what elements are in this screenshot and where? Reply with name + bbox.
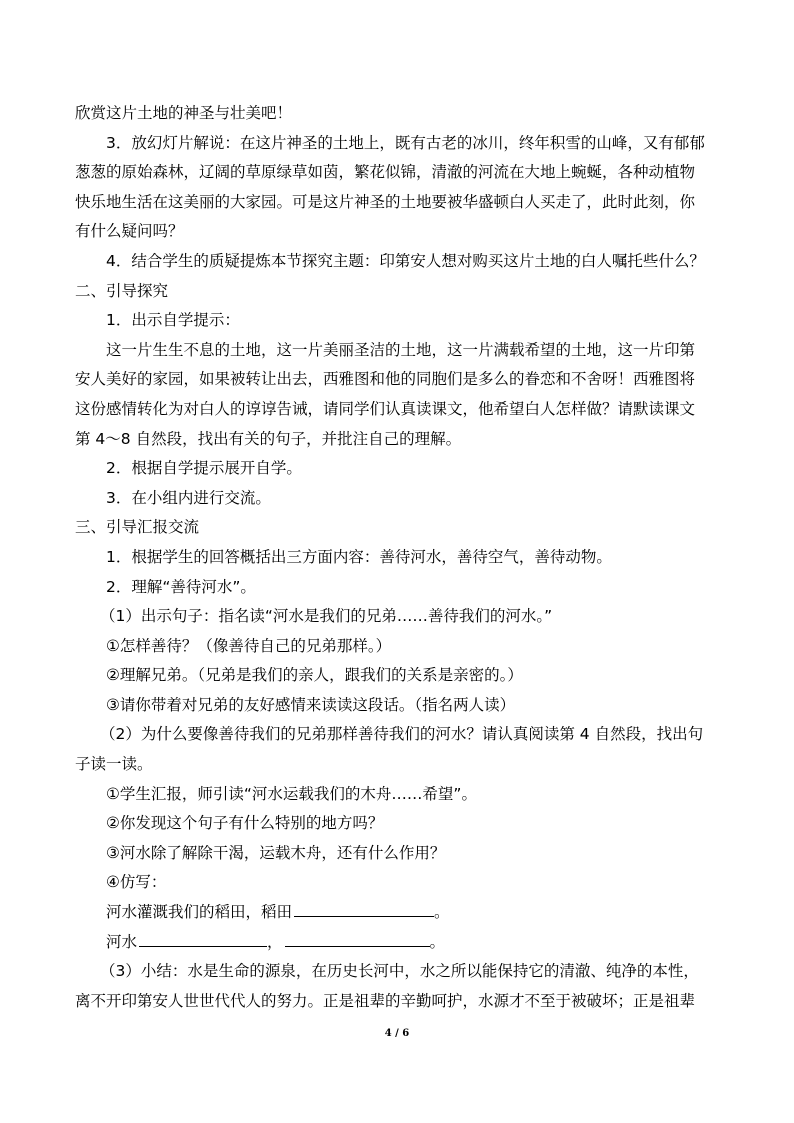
paragraph-line: ④仿写：	[106, 873, 167, 892]
paragraph-line: ②你发现这个句子有什么特别的地方吗？	[106, 814, 384, 833]
paragraph-line: 2．理解“善待河水”。	[106, 577, 256, 596]
fill-in-blank	[139, 930, 267, 947]
paragraph-line: ③请你带着对兄弟的友好感情来读读这段话。（指名两人读）	[106, 695, 516, 714]
comma-mark: ，	[267, 932, 283, 951]
paragraph-line: 3．在小组内进行交流。	[106, 488, 271, 507]
paragraph-line: 欣赏这片土地的神圣与壮美吧！	[75, 104, 293, 122]
paragraph-line: （1）出示句子：指名读“河水是我们的兄弟……善待我们的河水。”	[100, 607, 553, 626]
paragraph-line: 这一片生生不息的土地，这一片美丽圣洁的土地，这一片满载希望的土地，这一片印第	[106, 340, 696, 359]
document-body	[75, 99, 725, 1016]
paragraph-line: 安人美好的家园，如果被转让出去，西雅图和他的同胞们是多么的眷恋和不舍呀！西雅图将	[75, 370, 696, 389]
section-heading: 三、引导汇报交流	[75, 518, 200, 537]
paragraph-line: 1．出示自学提示：	[106, 311, 240, 330]
section-heading: 二、引导探究	[75, 281, 169, 300]
paragraph-line: 第 4～8 自然段，找出有关的句子，并批注自己的理解。	[75, 429, 462, 448]
paragraph-line: 2．根据自学提示展开自学。	[106, 459, 302, 478]
fill-in-blank	[285, 930, 430, 947]
fill-in-prompt: 河水	[106, 932, 138, 951]
period-mark: 。	[434, 903, 450, 922]
fill-in-line	[75, 928, 725, 958]
paragraph-line: ①怎样善待？（像善待自己的兄弟那样。）	[106, 636, 392, 655]
page-number: 4 / 6	[384, 1028, 410, 1039]
paragraph-line: 3．放幻灯片解说：在这片神圣的土地上，既有古老的冰川，终年积雪的山峰，又有郁郁	[106, 133, 705, 152]
paragraph-line: ①学生汇报，师引读“河水运载我们的木舟……希望”。	[106, 784, 477, 803]
paragraph-line: 有什么疑问吗？	[75, 222, 184, 241]
paragraph-line: ②理解兄弟。（兄弟是我们的亲人，跟我们的关系是亲密的。）	[106, 666, 523, 685]
paragraph-line: 1．根据学生的回答概括出三方面内容：善待河水，善待空气，善待动物。	[106, 547, 612, 566]
paragraph-line: （3）小结：水是生命的源泉，在历史长河中，水之所以能保持它的清澈、纯净的本性，	[100, 962, 699, 981]
paragraph-line: 葱葱的原始森林，辽阔的草原绿草如茵，繁花似锦，清澈的河流在大地上蜿蜒，各种动植物	[75, 163, 696, 182]
period-mark: 。	[429, 932, 446, 951]
paragraph-line: 子读一读。	[75, 755, 153, 774]
paragraph-line: 4．结合学生的质疑提炼本节探究主题：印第安人想对购买这片土地的白人嘱托些什么？	[106, 251, 705, 270]
fill-in-blank	[294, 900, 434, 917]
paragraph-line: ③河水除了解除干渴，运载木舟，还有什么作用？	[106, 843, 446, 862]
paragraph-line: 这份感情转化为对白人的谆谆告诫，请同学们认真读课文，他希望白人怎样做？请默读课文	[75, 399, 696, 418]
fill-in-line	[75, 898, 725, 928]
paragraph-line: （2）为什么要像善待我们的兄弟那样善待我们的河水？请认真阅读第 4 自然段，找出句	[100, 725, 704, 744]
paragraph-line: 离不开印第安人世世代代人的努力。正是祖辈的辛勤呵护，水源才不至于被破坏；正是祖辈	[75, 991, 696, 1010]
fill-in-prompt: 河水灌溉我们的稻田，稻田	[106, 903, 293, 922]
paragraph-line: 快乐地生活在这美丽的大家园。可是这片神圣的土地要被华盛顿白人买走了，此时此刻，你	[75, 192, 696, 211]
